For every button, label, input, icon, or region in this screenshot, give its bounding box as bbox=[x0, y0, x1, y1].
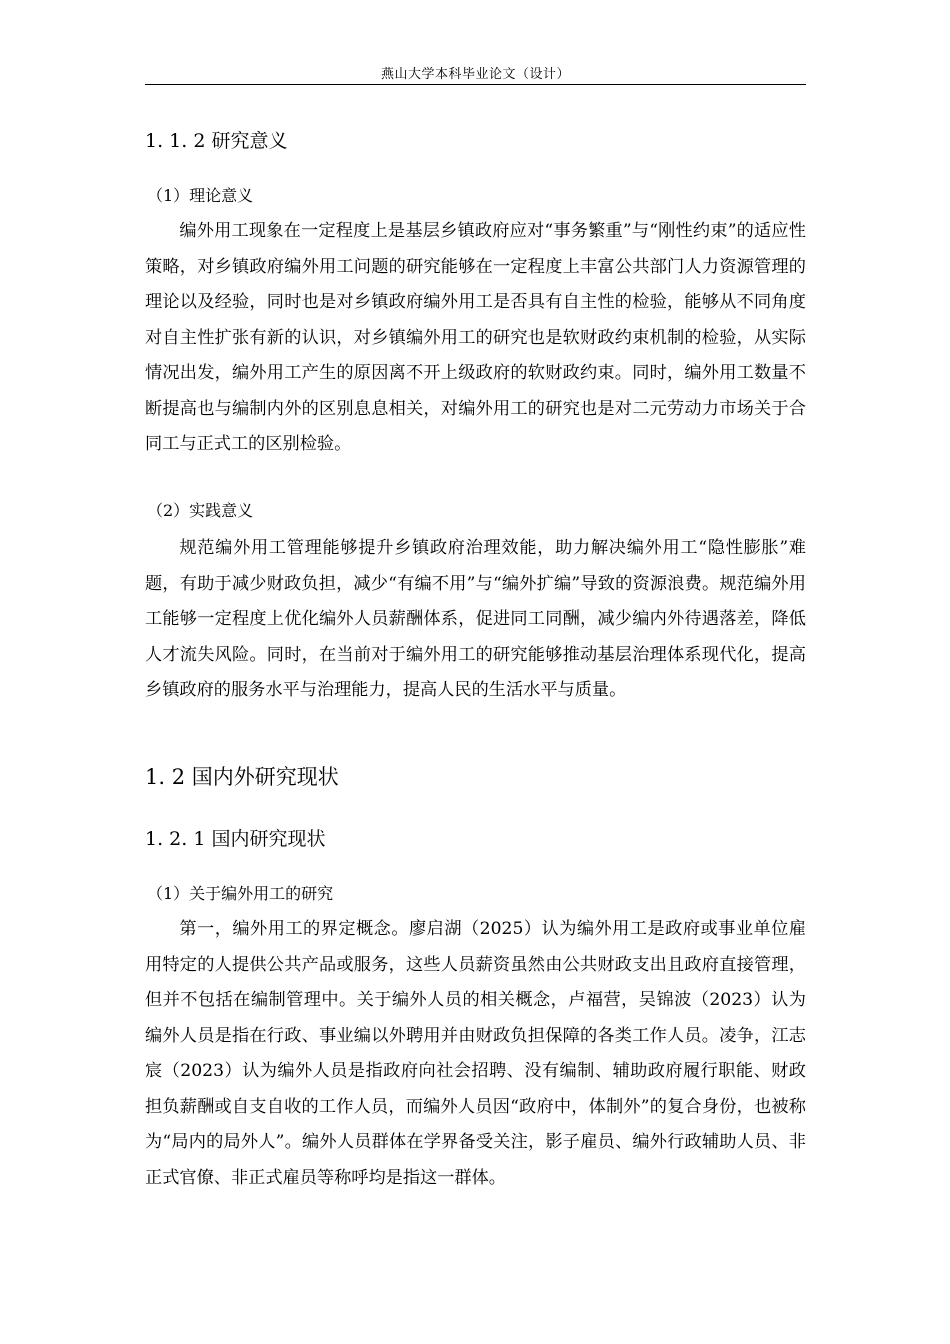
outsourced-employment-research-label: （1）关于编外用工的研究 bbox=[147, 884, 334, 903]
theory-significance-label: （1）理论意义 bbox=[147, 186, 254, 205]
theory-significance-paragraph: 编外用工现象在一定程度上是基层乡镇政府应对“事务繁重”与“刚性约束”的适应性策略，对乡镇政府编外用工问题的研究能够在一定程度上丰富公共部门人力资源管理的理论以及经验，同时也是对乡镇政府编外用工是否具有自主性的检验，能够从不同角度对自主性扩张有新的认识，对乡镇编外用工的研究也是软财政约束机制的检验，从实际情况出发，编外用工产生的原因离不开上级政府的软财政约束。同时，编外用工数量不断提高也与编制内外的区别息息相关，对编外用工的研究也是对二元劳动力市场关于合同工与正式工的区别检验。 bbox=[145, 221, 806, 454]
practice-significance-paragraph: 规范编外用工管理能够提升乡镇政府治理效能，助力解决编外用工“隐性膨胀”难题，有助于减少财政负担，减少“有编不用”与“编外扩编”导致的资源浪费。规范编外用工能够一定程度上优化编外人员薪酬体系，促进同工同酬，减少编内外待遇落差，降低人才流失风险。同时，在当前对于编外用工的研究能够推动基层治理体系现代化，提高乡镇政府的服务水平与治理能力，提高人民的生活水平与质量。 bbox=[145, 538, 806, 700]
practice-significance-label: （2）实践意义 bbox=[147, 501, 254, 520]
section-1-1-2-heading: 1. 1. 2 研究意义 bbox=[145, 130, 288, 152]
section-1-2-heading: 1. 2 国内外研究现状 bbox=[145, 765, 339, 789]
header-rule bbox=[145, 84, 806, 85]
outsourced-employment-research-paragraph: 第一，编外用工的界定概念。廖启湖（2025）认为编外用工是政府或事业单位雇用特定的人提供公共产品或服务，这些人员薪资虽然由公共财政支出且政府直接管理，但并不包括在编制管理中。关于编外人员的相关概念，卢福营，吴锦波（2023）认为编外人员是指在行政、事业编以外聘用并由财政负担保障的各类工作人员。凌争，江志宸（2023）认为编外人员是指政府向社会招聘、没有编制、辅助政府履行职能、财政担负薪酬或自支自收的工作人员，而编外人员因“政府中，体制外”的复合身份，也被称为“局内的局外人”。编外人员群体在学界备受关注，影子雇员、编外行政辅助人员、非正式官僚、非正式雇员等称呼均是指这一群体。 bbox=[145, 919, 806, 1188]
section-1-2-1-heading: 1. 2. 1 国内研究现状 bbox=[145, 828, 326, 850]
running-header: 燕山大学本科毕业论文（设计） bbox=[380, 67, 570, 82]
